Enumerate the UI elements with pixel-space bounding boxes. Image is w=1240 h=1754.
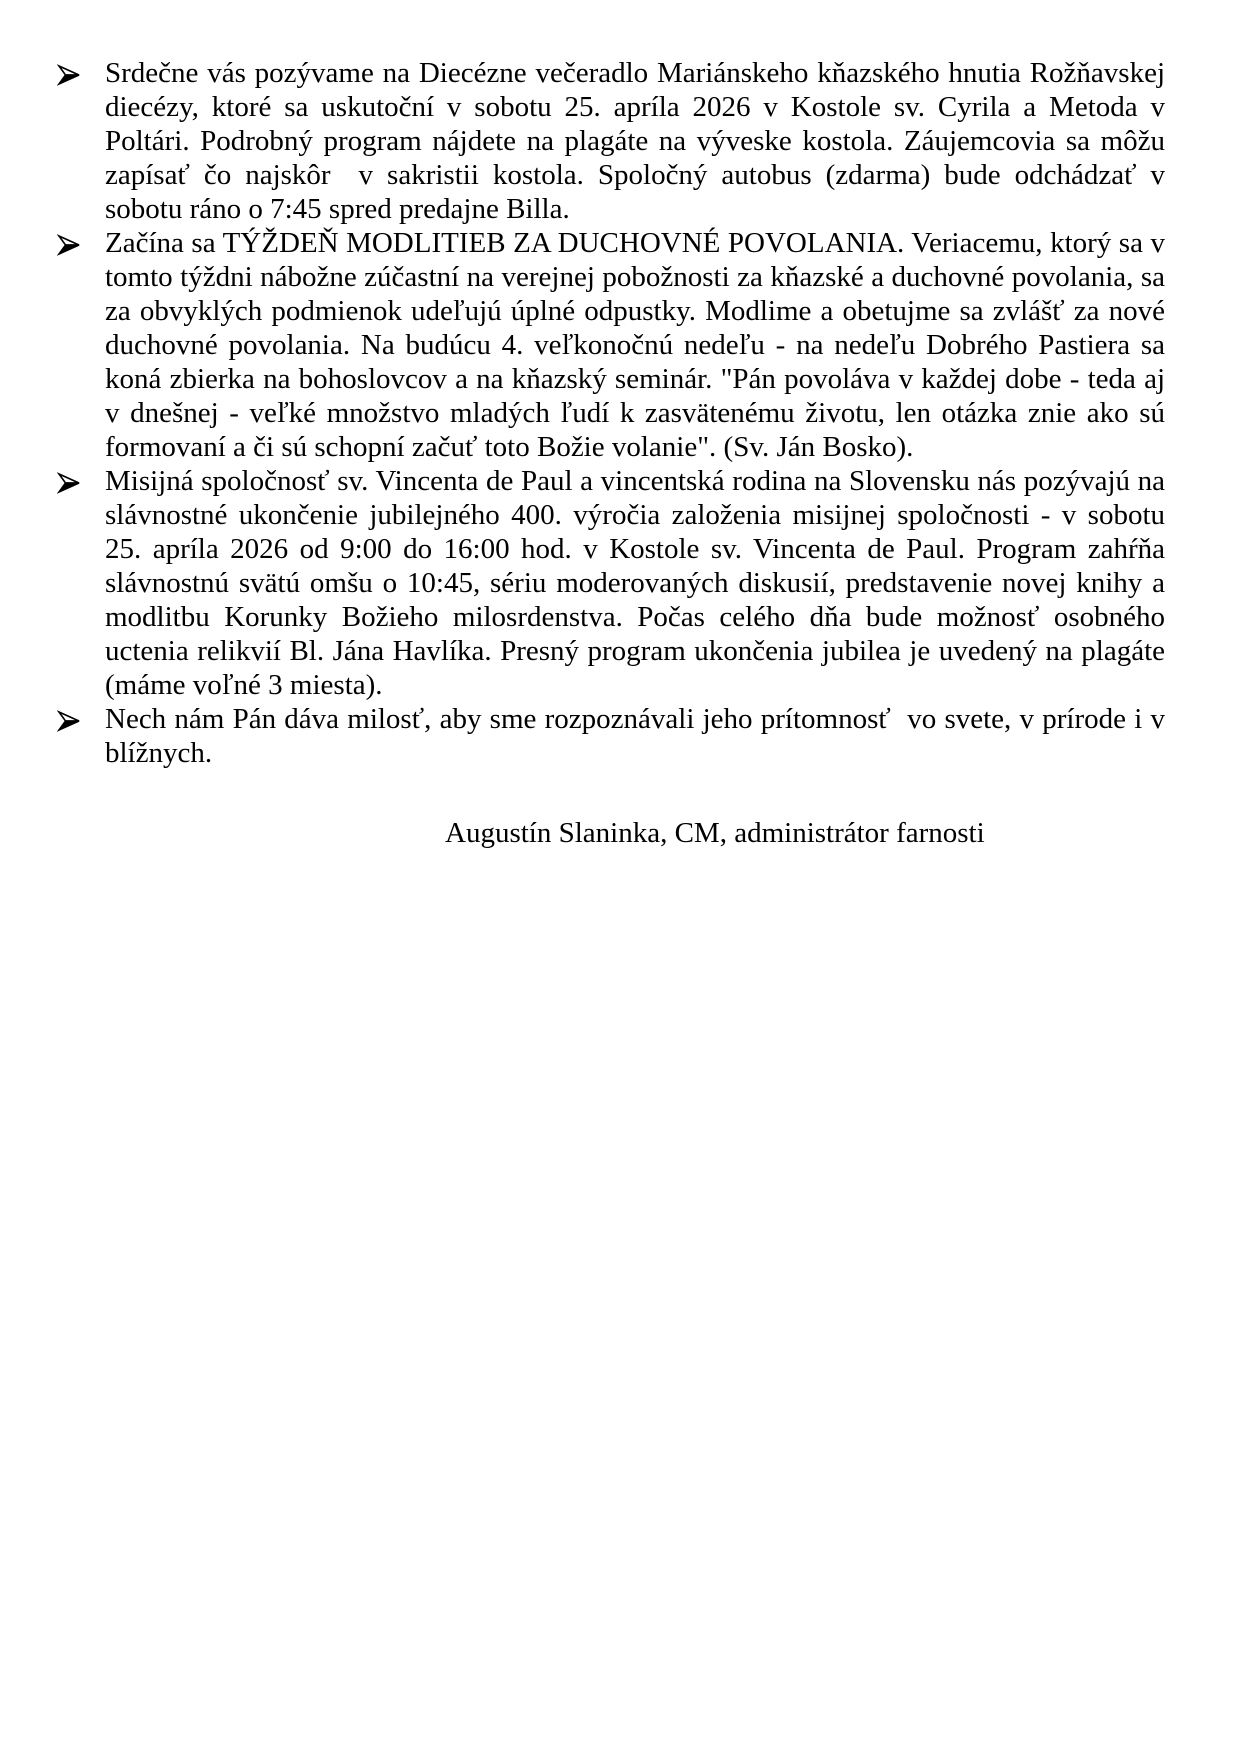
announcement-paragraph: Začína sa TÝŽDEŇ MODLITIEB ZA DUCHOVNÉ POVOLANIA. Veriacemu, ktorý sa v tomto týždni nábožne zúčastní na verejnej pobožnosti za kňazské a duchovné povolania, sa za obvyklých podmienok udeľujú úplné odpustky. Modlime a obetujme sa zvlášť za nové duchovné povolania. Na budúcu 4. veľkonočnú nedeľu - na nedeľu Dobrého Pastiera sa koná zbierka na bohoslovcov a na kňazský seminár. "Pán povoláva v každej dobe - teda aj v dnešnej - veľké množstvo mladých ľudí k zasvätenému životu, len otázka znie ako sú formovaní a či sú schopní začuť toto Božie volanie". (Sv. Ján Bosko).: [105, 227, 1173, 463]
announcement-paragraph: Srdečne vás pozývame na Diecézne večeradlo Mariánskeho kňazského hnutia Rožňavskej diecézy, ktoré sa uskutoční v sobotu 25. apríla 2026 v Kostole sv. Cyrila a Metoda v Poltári. Podrobný program nájdete na plagáte na výveske kostola. Záujemcovia sa môžu zapísať čo najskôr v sakristii kostola. Spoločný autobus (zdarma) bude odchádzať v sobotu ráno o 7:45 spred predajne Billa.: [105, 57, 1173, 225]
list-item: [55, 464, 1173, 702]
list-item: [55, 226, 1173, 464]
announcement-list: [55, 56, 1173, 770]
arrow-bullet-icon: [55, 56, 105, 87]
announcement-paragraph: Nech nám Pán dáva milosť, aby sme rozpoznávali jeho prítomnosť vo svete, v prírode i v blížnych.: [105, 703, 1173, 769]
list-item: [55, 56, 1173, 226]
announcement-paragraph: Misijná spoločnosť sv. Vincenta de Paul a vincentská rodina na Slovensku nás pozývajú na slávnostné ukončenie jubilejného 400. výročia založenia misijnej spoločnosti - v sobotu 25. apríla 2026 od 9:00 do 16:00 hod. v Kostole sv. Vincenta de Paul. Program zahŕňa slávnostnú svätú omšu o 10:45, sériu moderovaných diskusií, predstavenie novej knihy a modlitbu Korunky Božieho milosrdenstva. Počas celého dňa bude možnosť osobného uctenia relikvií Bl. Jána Havlíka. Presný program ukončenia jubilea je uvedený na plagáte (máme voľné 3 miesta).: [105, 465, 1173, 701]
arrow-bullet-icon: [55, 226, 105, 257]
list-item: [55, 702, 1173, 770]
signature-line: Augustín Slaninka, CM, administrátor farnosti: [445, 817, 985, 849]
arrow-bullet-icon: [55, 464, 105, 495]
arrow-bullet-icon: [55, 702, 105, 733]
